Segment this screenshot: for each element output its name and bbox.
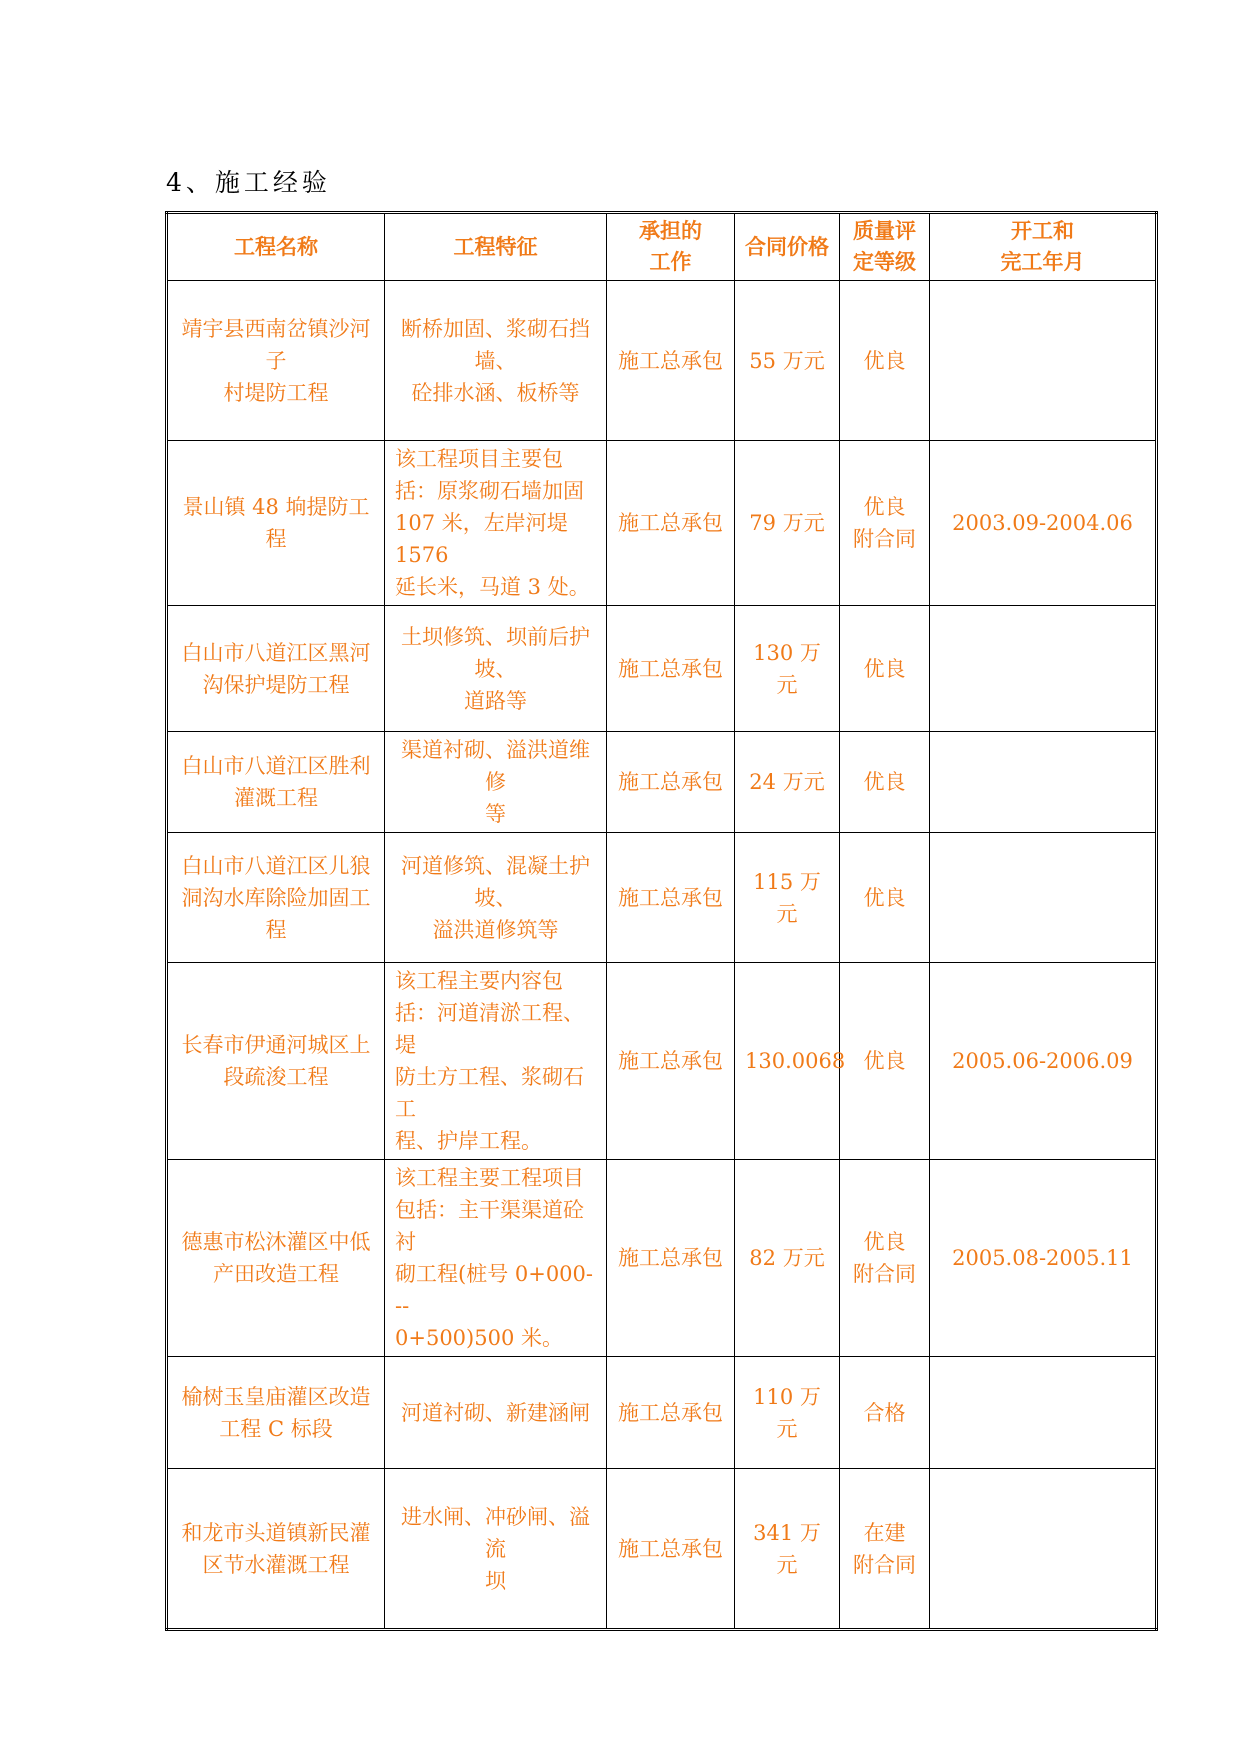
cell-start-end-date [930,732,1157,833]
cell-project-feature-line: 该工程主要工程项目 [395,1166,584,1190]
cell-quality-grade-line: 优良 [863,348,906,373]
cell-quality-grade-line: 优良 [863,770,906,794]
header-project-name: 工程名称 [167,213,385,281]
cell-project-feature-line: 0+500)500 米。 [395,1326,563,1350]
cell-project-feature-line: 断桥加固、浆砌石挡墙、 [401,316,590,373]
cell-project-name-line: 区节水灌溉工程 [202,1552,350,1577]
cell-start-end-date [930,1469,1157,1630]
cell-project-name-line: 景山镇 48 垧提防工程 [182,495,370,551]
cell-project-name-line: 靖宇县西南岔镇沙河子 [181,316,371,373]
cell-project-feature-line: 砼排水涵、板桥等 [411,380,580,405]
section-title: 4、施工经验 [166,168,331,197]
cell-project-feature-line: 该工程项目主要包 [395,447,563,471]
cell-contract-price: 341 万元 [735,1469,840,1630]
cell-project-feature-line: 河道衬砌、新建涵闸 [401,1400,590,1425]
cell-project-feature-line: 107 米，左岸河堤 1576 [395,511,568,567]
cell-work-undertaken: 施工总承包 [607,1160,735,1357]
cell-project-name-line: 村堤防工程 [223,380,329,405]
cell-project-feature-line: 道路等 [464,688,527,713]
cell-project-name [167,1160,385,1357]
cell-project-feature-line: 程、护岸工程。 [395,1129,542,1153]
construction-experience-table-wrapper [165,211,1155,1631]
table-row [167,606,1157,732]
cell-project-feature [385,1160,607,1357]
cell-quality-grade-line: 优良 [863,1049,906,1073]
cell-quality-grade [840,1160,930,1357]
cell-project-name-line: 产田改造工程 [213,1262,339,1286]
cell-quality-grade [840,281,930,441]
cell-project-name [167,963,385,1160]
cell-project-feature-line: 渠道衬砌、溢洪道维修 [401,738,590,794]
cell-project-name-line: 白山市八道江区黑河 [181,640,371,665]
cell-start-end-date [930,281,1157,441]
cell-project-name-line: 和龙市头道镇新民灌 [181,1520,371,1545]
table-header-row [167,213,1157,281]
cell-quality-grade [840,1357,930,1469]
cell-quality-grade-line: 优良 [863,656,906,681]
cell-project-feature-line: 溢洪道修筑等 [432,917,559,942]
cell-start-end-date: 2005.08-2005.11 [930,1160,1157,1357]
cell-contract-price: 130 万元 [735,606,840,732]
cell-quality-grade-line: 合格 [863,1400,906,1425]
cell-project-feature-line: 等 [485,802,506,826]
table-row [167,441,1157,606]
cell-project-feature-line: 坝 [485,1568,506,1593]
cell-project-feature-line: 该工程主要内容包 [395,969,563,993]
cell-project-feature-line: 括：原浆砌石墙加固 [395,479,584,503]
cell-quality-grade [840,1469,930,1630]
cell-quality-grade-line: 附合同 [853,1552,916,1577]
construction-experience-table [165,211,1158,1631]
table-row [167,1357,1157,1469]
cell-work-undertaken: 施工总承包 [607,1357,735,1469]
cell-project-feature-line: 砌工程(桩号 0+000--- [395,1262,594,1318]
cell-project-name [167,606,385,732]
cell-project-name-line: 长春市伊通河城区上 [181,1033,371,1057]
cell-project-name [167,1357,385,1469]
cell-project-feature [385,833,607,963]
cell-quality-grade [840,732,930,833]
cell-project-name-line: 沟保护堤防工程 [202,672,350,697]
cell-quality-grade [840,606,930,732]
cell-work-undertaken: 施工总承包 [607,281,735,441]
cell-quality-grade-line: 在建 [863,1520,906,1545]
cell-project-name-line: 白山市八道江区儿狼 [181,853,371,878]
cell-work-undertaken: 施工总承包 [607,606,735,732]
cell-project-name-line: 程 [265,917,287,942]
cell-project-feature [385,732,607,833]
cell-quality-grade [840,833,930,963]
cell-work-undertaken: 施工总承包 [607,1469,735,1630]
cell-project-feature [385,1469,607,1630]
cell-contract-price: 24 万元 [735,732,840,833]
cell-contract-price: 55 万元 [735,281,840,441]
header-work-undertaken: 承担的 工作 [607,213,735,281]
header-start-end-date: 开工和 完工年月 [930,213,1157,281]
table-row [167,732,1157,833]
cell-contract-price: 130.0068 [735,963,840,1160]
cell-project-feature-line: 河道修筑、混凝土护坡、 [401,853,590,910]
cell-contract-price: 115 万元 [735,833,840,963]
cell-project-name-line: 榆树玉皇庙灌区改造 [181,1384,371,1409]
table-row [167,963,1157,1160]
cell-quality-grade-line: 优良 [863,495,906,519]
cell-project-feature-line: 土坝修筑、坝前后护坡、 [401,624,590,681]
cell-start-end-date: 2003.09-2004.06 [930,441,1157,606]
cell-project-name-line: 灌溉工程 [234,786,318,810]
cell-work-undertaken: 施工总承包 [607,441,735,606]
header-quality-grade: 质量评 定等级 [840,213,930,281]
cell-project-name [167,833,385,963]
cell-start-end-date: 2005.06-2006.09 [930,963,1157,1160]
cell-quality-grade-line: 附合同 [853,527,916,551]
cell-project-feature [385,606,607,732]
table-row [167,833,1157,963]
cell-project-name-line: 段疏浚工程 [223,1065,329,1089]
cell-work-undertaken: 施工总承包 [607,963,735,1160]
cell-project-feature [385,963,607,1160]
cell-quality-grade-line: 附合同 [853,1262,916,1286]
cell-quality-grade [840,963,930,1160]
cell-project-name [167,732,385,833]
cell-project-name [167,441,385,606]
cell-project-feature [385,281,607,441]
cell-quality-grade-line: 优良 [863,1230,906,1254]
cell-start-end-date [930,606,1157,732]
header-contract-price: 合同价格 [735,213,840,281]
cell-contract-price: 79 万元 [735,441,840,606]
cell-project-feature-line: 延长米，马道 3 处。 [395,575,590,599]
cell-work-undertaken: 施工总承包 [607,833,735,963]
cell-project-name-line: 白山市八道江区胜利 [181,754,371,778]
cell-quality-grade-line: 优良 [863,885,906,910]
table-row [167,1469,1157,1630]
cell-contract-price: 110 万元 [735,1357,840,1469]
cell-project-name-line: 工程 C 标段 [219,1416,333,1441]
cell-quality-grade [840,441,930,606]
table-row [167,281,1157,441]
header-project-feature: 工程特征 [385,213,607,281]
cell-work-undertaken: 施工总承包 [607,732,735,833]
cell-project-feature-line: 包括：主干渠渠道砼衬 [395,1198,584,1254]
cell-project-feature-line: 括：河道清淤工程、堤 [395,1001,584,1057]
cell-project-name-line: 德惠市松沐灌区中低 [181,1230,371,1254]
cell-start-end-date [930,833,1157,963]
cell-contract-price: 82 万元 [735,1160,840,1357]
cell-project-name [167,281,385,441]
cell-project-name-line: 洞沟水库除险加固工 [181,885,371,910]
cell-project-name [167,1469,385,1630]
cell-project-feature-line: 进水闸、冲砂闸、溢流 [401,1504,590,1561]
cell-project-feature [385,1357,607,1469]
table-row [167,1160,1157,1357]
cell-project-feature [385,441,607,606]
cell-start-end-date [930,1357,1157,1469]
cell-project-feature-line: 防土方工程、浆砌石工 [395,1065,584,1121]
